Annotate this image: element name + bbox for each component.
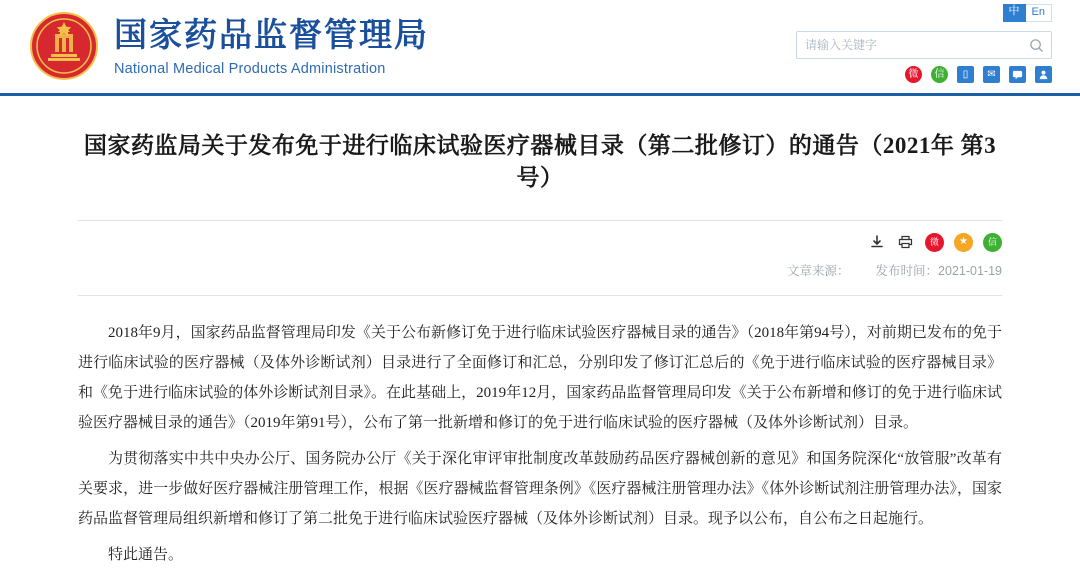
search-icon[interactable] bbox=[1021, 32, 1051, 58]
social-links[interactable] bbox=[905, 66, 1052, 83]
page-title: 国家药监局关于发布免于进行临床试验医疗器械目录（第二批修订）的通告（2021年 第3号） bbox=[83, 133, 997, 191]
brand-title-en: National Medical Products Administration bbox=[114, 60, 386, 77]
message-icon[interactable] bbox=[1009, 66, 1026, 83]
wechat-icon[interactable]: 信 bbox=[931, 66, 948, 83]
publish-date: 2021-01-19 bbox=[938, 264, 1002, 279]
mail-icon[interactable]: ✉ bbox=[983, 66, 1000, 83]
article-paragraph: 为贯彻落实中共中央办公厅、国务院办公厅《关于深化审评审批制度改革鼓励药品医疗器械创新的意见》和国务院深化“放管服”改革有关要求，进一步做好医疗器械注册管理工作，根据《医疗器械监督管理条例》《医疗器械注册管理办法》《体外诊断试剂注册管理办法》，国家药品监督管理局组织新增和修订了第二批免于进行临床试验医疗器械（及体外诊断试剂）目录。现予以公布，自公布之日起施行。 bbox=[78, 451, 1002, 528]
print-icon[interactable] bbox=[896, 233, 915, 252]
national-emblem-icon bbox=[28, 10, 100, 82]
lang-chinese-button[interactable]: 中 bbox=[1003, 4, 1026, 22]
article-body bbox=[78, 296, 1002, 570]
publish-label: 发布时间： bbox=[875, 264, 939, 279]
search-input[interactable] bbox=[797, 32, 1021, 58]
brand-title-cn: 国家药品监督管理局 bbox=[114, 17, 429, 54]
weibo-icon[interactable]: 微 bbox=[905, 66, 922, 83]
article-toolbar[interactable] bbox=[78, 221, 1002, 255]
article-paragraph: 2018年9月，国家药品监督管理局印发《关于公布新修订免于进行临床试验医疗器械目录的通告》（2018年第94号），对前期已发布的免于进行临床试验的医疗器械（及体外诊断试剂）目录进行了全面修订和汇总，分别印发了修订汇总后的《免于进行临床试验的医疗器械目录》和《免于进行临床试验的体外诊断试剂目录》。在此基础上，2019年12月，国家药品监督管理局印发《关于公布新增和修订的免于进行临床试验医疗器械目录的通告》（2019年第91号），公布了第一批新增和修订的免于进行临床试验的医疗器械（及体外诊断试剂）目录。 bbox=[78, 325, 1002, 432]
download-icon[interactable] bbox=[867, 233, 886, 252]
language-switch[interactable] bbox=[1003, 4, 1052, 22]
lang-english-button[interactable]: En bbox=[1026, 4, 1052, 22]
publish-time bbox=[876, 261, 1002, 279]
favorite-icon[interactable]: ★ bbox=[954, 233, 973, 252]
search-box[interactable] bbox=[796, 31, 1052, 59]
article-meta bbox=[78, 255, 1002, 279]
mobile-icon[interactable]: ▯ bbox=[957, 66, 974, 83]
source-label: 文章来源： bbox=[787, 264, 850, 279]
user-icon[interactable] bbox=[1035, 66, 1052, 83]
article-paragraph: 特此通告。 bbox=[108, 547, 184, 564]
weibo-share-icon[interactable]: 微 bbox=[925, 233, 944, 252]
site-brand[interactable] bbox=[28, 10, 429, 82]
wechat-share-icon[interactable]: 信 bbox=[983, 233, 1002, 252]
site-header bbox=[0, 0, 1080, 96]
